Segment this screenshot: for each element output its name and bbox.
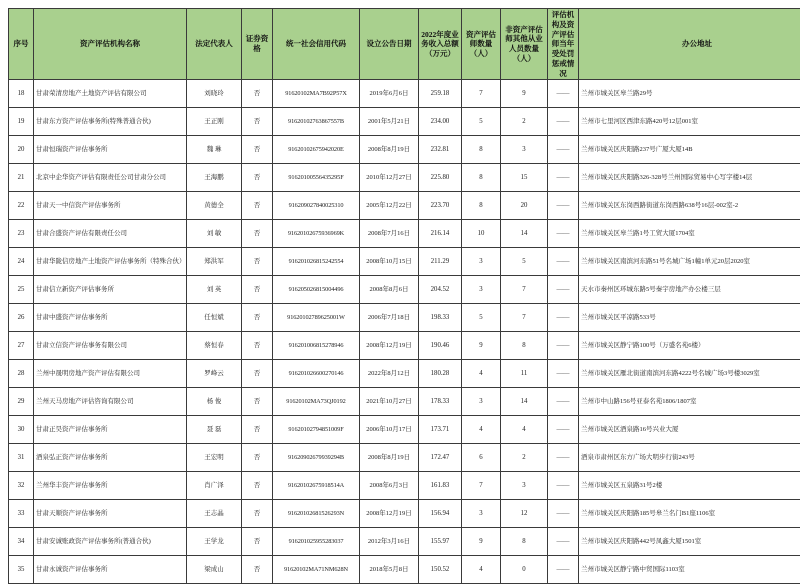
cell-code: 91620102789625001W bbox=[273, 304, 360, 332]
cell-nonappr: 15 bbox=[501, 164, 548, 192]
cell-date: 2008年8月6日 bbox=[360, 276, 419, 304]
cell-rep: 杨 俊 bbox=[187, 388, 242, 416]
cell-addr: 兰州市城关区东岗西路街道东岗西路638号16层-002室-2 bbox=[579, 192, 800, 220]
cell-name: 甘肃安诚账政资产评估事务所(普通合伙) bbox=[34, 528, 187, 556]
cell-sec: 否 bbox=[242, 80, 273, 108]
cell-name: 甘肃合盛资产评估有限责任公司 bbox=[34, 220, 187, 248]
cell-nonappr: 2 bbox=[501, 444, 548, 472]
table-row bbox=[9, 276, 800, 304]
table-row bbox=[9, 108, 800, 136]
table-row bbox=[9, 444, 800, 472]
cell-date: 2008年10月15日 bbox=[360, 248, 419, 276]
cell-sec: 否 bbox=[242, 556, 273, 584]
cell-income: 198.33 bbox=[419, 304, 462, 332]
cell-appr: 9 bbox=[462, 528, 501, 556]
cell-seq: 30 bbox=[9, 416, 34, 444]
cell-nonappr: 0 bbox=[501, 556, 548, 584]
cell-seq: 19 bbox=[9, 108, 34, 136]
table-row bbox=[9, 472, 800, 500]
cell-punish: —— bbox=[548, 276, 579, 304]
cell-punish: —— bbox=[548, 444, 579, 472]
cell-income: 156.94 bbox=[419, 500, 462, 528]
cell-name: 甘肃恒瑞资产评估事务所 bbox=[34, 136, 187, 164]
cell-rep: 王海鹏 bbox=[187, 164, 242, 192]
cell-code: 916201025955283037 bbox=[273, 528, 360, 556]
cell-nonappr: 4 bbox=[501, 416, 548, 444]
cell-name: 甘肃天一中信资产评估事务所 bbox=[34, 192, 187, 220]
cell-name: 兰州天马房地产评估咨询有限公司 bbox=[34, 388, 187, 416]
column-header-date: 设立公告日期 bbox=[360, 9, 419, 80]
cell-seq: 26 bbox=[9, 304, 34, 332]
cell-rep: 罗峰云 bbox=[187, 360, 242, 388]
cell-appr: 7 bbox=[462, 80, 501, 108]
cell-name: 兰州中晟明房地产资产评估有限公司 bbox=[34, 360, 187, 388]
cell-appr: 3 bbox=[462, 248, 501, 276]
cell-appr: 5 bbox=[462, 108, 501, 136]
cell-sec: 否 bbox=[242, 332, 273, 360]
cell-appr: 6 bbox=[462, 444, 501, 472]
cell-name: 酒泉弘正资产评估事务所 bbox=[34, 444, 187, 472]
cell-code: 916201026815242554 bbox=[273, 248, 360, 276]
cell-seq: 21 bbox=[9, 164, 34, 192]
cell-seq: 35 bbox=[9, 556, 34, 584]
cell-punish: —— bbox=[548, 500, 579, 528]
cell-nonappr: 3 bbox=[501, 472, 548, 500]
column-header-rep: 法定代表人 bbox=[187, 9, 242, 80]
cell-date: 2010年12月27日 bbox=[360, 164, 419, 192]
cell-rep: 刘晓玲 bbox=[187, 80, 242, 108]
cell-punish: —— bbox=[548, 192, 579, 220]
cell-appr: 3 bbox=[462, 388, 501, 416]
table-row bbox=[9, 388, 800, 416]
cell-name: 兰州华丰资产评估事务所 bbox=[34, 472, 187, 500]
cell-date: 2008年7月16日 bbox=[360, 220, 419, 248]
cell-addr: 兰州市城关区静宁路100号（万盛名苑6楼） bbox=[579, 332, 800, 360]
cell-income: 211.29 bbox=[419, 248, 462, 276]
cell-name: 甘肃天顺资产评估事务所 bbox=[34, 500, 187, 528]
cell-seq: 34 bbox=[9, 528, 34, 556]
cell-appr: 4 bbox=[462, 416, 501, 444]
cell-seq: 28 bbox=[9, 360, 34, 388]
cell-sec: 否 bbox=[242, 276, 273, 304]
cell-punish: —— bbox=[548, 416, 579, 444]
cell-addr: 兰州市城关区庆阳路442号凤鑫大厦1501室 bbox=[579, 528, 800, 556]
cell-rep: 王宏明 bbox=[187, 444, 242, 472]
cell-date: 2008年6月3日 bbox=[360, 472, 419, 500]
cell-name: 甘肃正昊资产评估事务所 bbox=[34, 416, 187, 444]
cell-appr: 8 bbox=[462, 136, 501, 164]
cell-code: 91620102681526293N bbox=[273, 500, 360, 528]
cell-sec: 否 bbox=[242, 528, 273, 556]
cell-date: 2008年12月19日 bbox=[360, 500, 419, 528]
table-row bbox=[9, 136, 800, 164]
cell-seq: 27 bbox=[9, 332, 34, 360]
cell-sec: 否 bbox=[242, 220, 273, 248]
cell-addr: 酒泉市肃州区东方广场大明步行街243号 bbox=[579, 444, 800, 472]
cell-date: 2021年10月27日 bbox=[360, 388, 419, 416]
cell-date: 2019年6月6日 bbox=[360, 80, 419, 108]
cell-rep: 黄德全 bbox=[187, 192, 242, 220]
cell-rep: 王志晶 bbox=[187, 500, 242, 528]
cell-rep: 王学龙 bbox=[187, 528, 242, 556]
cell-rep: 郑洪军 bbox=[187, 248, 242, 276]
cell-addr: 兰州市城关区雁北街道南滨河东路4222号名城广场3号楼3029室 bbox=[579, 360, 800, 388]
cell-sec: 否 bbox=[242, 164, 273, 192]
cell-rep: 肖广泽 bbox=[187, 472, 242, 500]
table-row bbox=[9, 220, 800, 248]
column-header-name: 资产评估机构名称 bbox=[34, 9, 187, 80]
cell-income: 232.81 bbox=[419, 136, 462, 164]
cell-punish: —— bbox=[548, 80, 579, 108]
cell-name: 甘肃永诚资产评估事务所 bbox=[34, 556, 187, 584]
cell-sec: 否 bbox=[242, 304, 273, 332]
cell-income: 225.80 bbox=[419, 164, 462, 192]
cell-nonappr: 14 bbox=[501, 388, 548, 416]
cell-sec: 否 bbox=[242, 248, 273, 276]
cell-addr: 兰州市城关区平凉路533号 bbox=[579, 304, 800, 332]
cell-name: 甘肃立信资产评估事务有限公司 bbox=[34, 332, 187, 360]
cell-appr: 10 bbox=[462, 220, 501, 248]
table-row bbox=[9, 192, 800, 220]
cell-sec: 否 bbox=[242, 360, 273, 388]
cell-income: 190.46 bbox=[419, 332, 462, 360]
cell-appr: 4 bbox=[462, 556, 501, 584]
column-header-sec: 证券资格 bbox=[242, 9, 273, 80]
table-row bbox=[9, 248, 800, 276]
cell-income: 161.83 bbox=[419, 472, 462, 500]
cell-sec: 否 bbox=[242, 136, 273, 164]
cell-punish: —— bbox=[548, 220, 579, 248]
cell-code: 91620102675942020E bbox=[273, 136, 360, 164]
table-row bbox=[9, 500, 800, 528]
table-row bbox=[9, 360, 800, 388]
cell-date: 2008年8月19日 bbox=[360, 136, 419, 164]
cell-sec: 否 bbox=[242, 416, 273, 444]
cell-date: 2022年8月12日 bbox=[360, 360, 419, 388]
cell-punish: —— bbox=[548, 472, 579, 500]
cell-punish: —— bbox=[548, 332, 579, 360]
cell-income: 216.14 bbox=[419, 220, 462, 248]
cell-seq: 23 bbox=[9, 220, 34, 248]
cell-code: 916201006815278946 bbox=[273, 332, 360, 360]
cell-seq: 32 bbox=[9, 472, 34, 500]
cell-date: 2018年5月8日 bbox=[360, 556, 419, 584]
cell-addr: 兰州市七里河区西津东路420号12层001室 bbox=[579, 108, 800, 136]
cell-code: 916201026600270146 bbox=[273, 360, 360, 388]
table-row bbox=[9, 528, 800, 556]
cell-code: 91620102794851009F bbox=[273, 416, 360, 444]
cell-punish: —— bbox=[548, 388, 579, 416]
cell-date: 2006年7月18日 bbox=[360, 304, 419, 332]
cell-punish: —— bbox=[548, 248, 579, 276]
cell-addr: 兰州市城关区庆阳路237号广厦大厦14B bbox=[579, 136, 800, 164]
cell-income: 259.18 bbox=[419, 80, 462, 108]
cell-date: 2008年12月19日 bbox=[360, 332, 419, 360]
cell-addr: 兰州市城关区庆阳路326-328号兰州国际贸易中心写字楼14层 bbox=[579, 164, 800, 192]
column-header-nonappr: 非资产评估师其他从业人员数量（人） bbox=[501, 9, 548, 80]
column-header-income: 2022年度业务收入总额（万元） bbox=[419, 9, 462, 80]
cell-rep: 王正刚 bbox=[187, 108, 242, 136]
cell-code: 91620102MA7B92P57X bbox=[273, 80, 360, 108]
cell-punish: —— bbox=[548, 136, 579, 164]
cell-appr: 9 bbox=[462, 332, 501, 360]
cell-date: 2005年12月22日 bbox=[360, 192, 419, 220]
cell-income: 234.00 bbox=[419, 108, 462, 136]
cell-sec: 否 bbox=[242, 500, 273, 528]
cell-nonappr: 14 bbox=[501, 220, 548, 248]
cell-income: 173.71 bbox=[419, 416, 462, 444]
cell-addr: 兰州市城关区酒泉路16号兴业大厦 bbox=[579, 416, 800, 444]
cell-addr: 兰州市城关区南滨河东路51号名城广场1幢1单元20层2020室 bbox=[579, 248, 800, 276]
cell-rep: 魏 琳 bbox=[187, 136, 242, 164]
cell-nonappr: 5 bbox=[501, 248, 548, 276]
cell-name: 甘肃信立新资产评估事务所 bbox=[34, 276, 187, 304]
appraisal-agency-table bbox=[8, 8, 800, 584]
cell-addr: 兰州市城关区五泉路31号2楼 bbox=[579, 472, 800, 500]
cell-code: 916205026815004496 bbox=[273, 276, 360, 304]
cell-sec: 否 bbox=[242, 388, 273, 416]
cell-income: 204.52 bbox=[419, 276, 462, 304]
cell-rep: 刘 英 bbox=[187, 276, 242, 304]
cell-seq: 22 bbox=[9, 192, 34, 220]
cell-code: 91620100556435295F bbox=[273, 164, 360, 192]
cell-nonappr: 9 bbox=[501, 80, 548, 108]
cell-nonappr: 8 bbox=[501, 528, 548, 556]
cell-income: 178.33 bbox=[419, 388, 462, 416]
table-header bbox=[9, 9, 800, 80]
cell-punish: —— bbox=[548, 556, 579, 584]
cell-nonappr: 2 bbox=[501, 108, 548, 136]
cell-seq: 18 bbox=[9, 80, 34, 108]
column-header-addr: 办公地址 bbox=[579, 9, 800, 80]
cell-rep: 刘 敏 bbox=[187, 220, 242, 248]
cell-name: 甘肃中盛资产评估事务所 bbox=[34, 304, 187, 332]
cell-addr: 兰州市城关区皋兰路1号工贸大厦1704室 bbox=[579, 220, 800, 248]
cell-date: 2001年5月21日 bbox=[360, 108, 419, 136]
cell-date: 2012年3月16日 bbox=[360, 528, 419, 556]
table-row bbox=[9, 304, 800, 332]
column-header-punish: 评估机构及资产评估师当年受处罚惩戒情况 bbox=[548, 9, 579, 80]
cell-seq: 31 bbox=[9, 444, 34, 472]
cell-addr: 兰州市中山路156号亚泰名苑1806/1807室 bbox=[579, 388, 800, 416]
cell-sec: 否 bbox=[242, 192, 273, 220]
cell-nonappr: 8 bbox=[501, 332, 548, 360]
cell-addr: 天水市秦州区环城东路5号秦宇房地产办公楼三层 bbox=[579, 276, 800, 304]
cell-name: 甘肃东方资产评估事务所(特殊普通合伙) bbox=[34, 108, 187, 136]
table-row bbox=[9, 332, 800, 360]
cell-addr: 兰州市城关区皋兰路29号 bbox=[579, 80, 800, 108]
cell-nonappr: 20 bbox=[501, 192, 548, 220]
cell-seq: 20 bbox=[9, 136, 34, 164]
table-row bbox=[9, 556, 800, 584]
table-row bbox=[9, 164, 800, 192]
cell-date: 2008年8月19日 bbox=[360, 444, 419, 472]
cell-appr: 3 bbox=[462, 500, 501, 528]
cell-rep: 蔡恒春 bbox=[187, 332, 242, 360]
cell-nonappr: 11 bbox=[501, 360, 548, 388]
header-row bbox=[9, 9, 800, 80]
cell-addr: 兰州市城关区庆阳路185号皋兰名门B1座1106室 bbox=[579, 500, 800, 528]
cell-seq: 25 bbox=[9, 276, 34, 304]
cell-punish: —— bbox=[548, 360, 579, 388]
cell-nonappr: 12 bbox=[501, 500, 548, 528]
cell-punish: —— bbox=[548, 108, 579, 136]
cell-code: 91620102675936969K bbox=[273, 220, 360, 248]
cell-code: 91620102763867557B bbox=[273, 108, 360, 136]
cell-name: 北京中企华资产评估有限责任公司甘肃分公司 bbox=[34, 164, 187, 192]
column-header-seq: 序号 bbox=[9, 9, 34, 80]
cell-punish: —— bbox=[548, 304, 579, 332]
cell-sec: 否 bbox=[242, 444, 273, 472]
cell-nonappr: 7 bbox=[501, 304, 548, 332]
table-row bbox=[9, 416, 800, 444]
cell-income: 223.70 bbox=[419, 192, 462, 220]
cell-nonappr: 3 bbox=[501, 136, 548, 164]
cell-appr: 8 bbox=[462, 164, 501, 192]
cell-income: 180.28 bbox=[419, 360, 462, 388]
table-body bbox=[9, 80, 800, 584]
cell-name: 甘肃华陇信房地产土地资产评估事务所（特殊合伙） bbox=[34, 248, 187, 276]
cell-income: 150.52 bbox=[419, 556, 462, 584]
cell-appr: 8 bbox=[462, 192, 501, 220]
cell-sec: 否 bbox=[242, 472, 273, 500]
cell-punish: —— bbox=[548, 164, 579, 192]
cell-appr: 4 bbox=[462, 360, 501, 388]
cell-code: 91620102MA71NM628N bbox=[273, 556, 360, 584]
cell-code: 91620102MA73QJ0192 bbox=[273, 388, 360, 416]
cell-rep: 梁成山 bbox=[187, 556, 242, 584]
column-header-appr: 资产评估师数量（人） bbox=[462, 9, 501, 80]
cell-date: 2006年10月17日 bbox=[360, 416, 419, 444]
cell-name: 甘肃荣清房地产土地资产评估有限公司 bbox=[34, 80, 187, 108]
cell-addr: 兰州市城关区静宁路中贸国际1103室 bbox=[579, 556, 800, 584]
cell-punish: —— bbox=[548, 528, 579, 556]
cell-appr: 7 bbox=[462, 472, 501, 500]
column-header-code: 统一社会信用代码 bbox=[273, 9, 360, 80]
cell-code: 91620902679939294B bbox=[273, 444, 360, 472]
cell-rep: 任恒斌 bbox=[187, 304, 242, 332]
cell-nonappr: 7 bbox=[501, 276, 548, 304]
cell-seq: 29 bbox=[9, 388, 34, 416]
cell-code: 91620102675918514A bbox=[273, 472, 360, 500]
table-row bbox=[9, 80, 800, 108]
cell-seq: 24 bbox=[9, 248, 34, 276]
cell-appr: 3 bbox=[462, 276, 501, 304]
cell-sec: 否 bbox=[242, 108, 273, 136]
cell-rep: 聂 磊 bbox=[187, 416, 242, 444]
cell-code: 916209027840025310 bbox=[273, 192, 360, 220]
cell-income: 172.47 bbox=[419, 444, 462, 472]
cell-appr: 5 bbox=[462, 304, 501, 332]
cell-seq: 33 bbox=[9, 500, 34, 528]
cell-income: 155.97 bbox=[419, 528, 462, 556]
